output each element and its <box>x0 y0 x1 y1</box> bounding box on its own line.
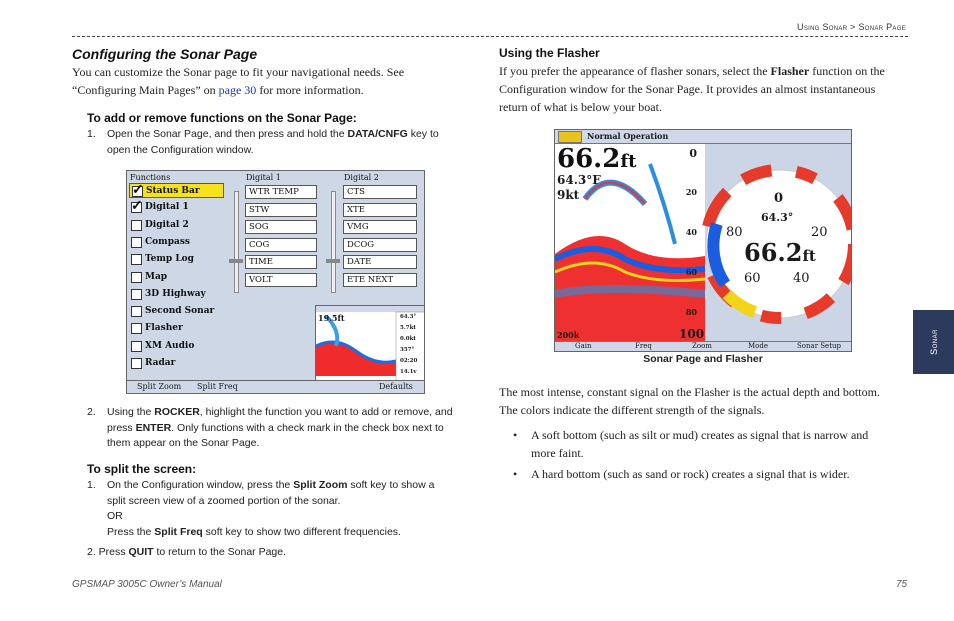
sonar-status-bar <box>555 130 851 144</box>
function-label: Flasher <box>145 323 183 334</box>
functions-header: Functions <box>130 173 171 182</box>
function-label: 3D Highway <box>145 288 206 299</box>
speed-readout: 9kt <box>557 188 580 202</box>
function-label: XM Audio <box>145 340 195 351</box>
function-item[interactable] <box>129 252 224 267</box>
digital-2-field[interactable]: DCOG <box>343 238 417 252</box>
function-label: Digital 1 <box>145 202 189 213</box>
intro-text: “Configuring Main Pages” on <box>72 83 219 97</box>
key-name: QUIT <box>128 546 154 558</box>
split-1-line-4 <box>107 525 487 541</box>
step-text: soft key to show two different frequencies. <box>202 525 401 538</box>
page-number: 75 <box>896 579 908 590</box>
function-label: Map <box>145 271 168 282</box>
function-name: Flasher <box>770 64 810 78</box>
depth-unit: ft <box>620 151 637 172</box>
function-item[interactable] <box>129 200 224 215</box>
slider-thumb <box>229 259 243 263</box>
flasher-temp: 64.3° <box>761 211 794 224</box>
function-label: Compass <box>145 236 190 247</box>
split-step-1 <box>87 478 487 540</box>
digital-1-field[interactable]: WTR TEMP <box>245 185 317 199</box>
function-checkbox[interactable] <box>131 306 142 317</box>
function-item[interactable] <box>129 270 224 285</box>
step-1-line-1 <box>107 127 482 143</box>
split-1-line-1 <box>107 478 487 494</box>
softkey-mode[interactable]: Mode <box>748 342 769 350</box>
function-checkbox[interactable] <box>131 289 142 300</box>
step-text: , highlight the function you want to add or remove, and <box>199 406 453 418</box>
bullet-soft-bottom <box>513 426 908 462</box>
function-checkbox[interactable] <box>131 220 142 231</box>
mini-value: 64.3° <box>400 314 417 320</box>
step-2 <box>87 405 487 452</box>
flasher-text: If you prefer the appearance of flasher sonars, select the <box>499 64 771 78</box>
status-text: Normal Operation <box>587 131 669 141</box>
function-checkbox[interactable] <box>131 272 142 283</box>
flasher-text: function on the <box>809 64 885 78</box>
key-name: DATA/CNFG <box>347 128 408 140</box>
softkey-split-freq[interactable]: Split Freq <box>197 382 238 391</box>
split-1-line-2: split screen view of a zoomed portion of the sonar. <box>107 494 341 507</box>
mini-value: 02:20 <box>400 358 418 364</box>
step-text: . Only functions with a check mark in the check box next to <box>171 421 444 434</box>
status-icons <box>558 131 582 143</box>
digital-1-field[interactable]: COG <box>245 238 317 252</box>
softkey-split-zoom[interactable]: Split Zoom <box>137 382 182 391</box>
bullet-1-line-1: A soft bottom (such as silt or mud) creates as signal that is narrow and <box>531 428 869 442</box>
function-item[interactable] <box>129 304 224 319</box>
function-item[interactable] <box>129 235 224 250</box>
signal-line-1: The most intense, constant signal on the Flasher is the actual depth and bottom. <box>499 385 880 399</box>
function-item[interactable] <box>129 356 224 371</box>
bullet-mark: • <box>513 467 518 481</box>
function-checkbox[interactable] <box>131 237 142 248</box>
function-item[interactable] <box>129 183 224 198</box>
function-checkbox[interactable] <box>131 202 142 213</box>
add-remove-heading: To add or remove functions on the Sonar Page: <box>87 111 357 125</box>
config-softkey-bar <box>127 380 424 393</box>
key-name: Split Freq <box>154 525 203 538</box>
slider-thumb <box>326 259 340 263</box>
section-title: Configuring the Sonar Page <box>72 46 258 62</box>
function-item[interactable] <box>129 339 224 354</box>
step-text: soft key to show a <box>347 479 435 491</box>
signal-line-2: The colors indicate the different strength of the signals. <box>499 403 765 417</box>
intro-paragraph <box>72 63 482 99</box>
side-tab-label: Sonar <box>928 329 939 355</box>
bullet-2-line: A hard bottom (such as sand or rock) creates a signal that is wider. <box>531 467 850 481</box>
function-item[interactable] <box>129 218 224 233</box>
digital-2-field[interactable]: ETE NEXT <box>343 273 417 287</box>
bullet-hard-bottom <box>513 465 908 483</box>
step-text: press <box>107 421 136 434</box>
function-label: Radar <box>145 358 176 368</box>
split-heading: To split the screen: <box>87 462 197 476</box>
breadcrumb: Using Sonar > Sonar Page <box>797 22 906 32</box>
flasher-depth-value: 66.2 <box>744 238 803 267</box>
function-checkbox[interactable] <box>131 358 142 369</box>
function-item[interactable] <box>129 287 224 302</box>
sonar-page-screenshot <box>554 129 852 352</box>
digital-2-field[interactable]: VMG <box>343 220 417 234</box>
depth-tick: 20 <box>685 187 697 197</box>
key-name: ENTER <box>135 421 172 434</box>
flasher-mark-right: 20 <box>811 225 828 240</box>
key-name: ROCKER <box>154 406 200 418</box>
mini-value: 357° <box>400 347 415 353</box>
depth-tick: 80 <box>685 307 697 317</box>
function-label: Temp Log <box>145 254 194 265</box>
intro-text-end: for more information. <box>256 83 364 97</box>
step-2-line-3: them appear on the Sonar Page. <box>107 437 260 449</box>
flasher-heading: Using the Flasher <box>499 46 600 60</box>
mini-value: 14.1v <box>400 369 417 375</box>
function-checkbox[interactable] <box>131 323 142 334</box>
softkey-freq[interactable]: Freq <box>635 342 652 350</box>
step-2-line-2 <box>107 421 487 437</box>
figure-caption: Sonar Page and Flasher <box>643 353 763 365</box>
digital-2-field[interactable]: XTE <box>343 203 417 217</box>
configuration-window-screenshot <box>126 170 425 394</box>
step-text: key to <box>407 128 439 140</box>
step-1 <box>87 127 482 158</box>
depth-tick: 60 <box>685 267 697 277</box>
signal-paragraph <box>499 383 909 419</box>
step-number: 1. <box>87 128 96 140</box>
depth-value: 66.2 <box>557 144 621 174</box>
scale-right: 100 <box>679 327 705 341</box>
step-text: Press the <box>107 525 155 538</box>
depth-tick: 0 <box>689 147 697 160</box>
function-checkbox[interactable] <box>131 254 142 265</box>
flasher-mark-left: 80 <box>726 225 743 240</box>
digital-1-slider <box>234 191 239 293</box>
depth-readout <box>557 144 636 174</box>
bullet-mark: • <box>513 428 518 442</box>
step-text: to return to the Sonar Page. <box>153 546 287 558</box>
digital-1-field[interactable]: STW <box>245 203 317 217</box>
header-rule <box>72 36 908 37</box>
digital-1-field[interactable]: SOG <box>245 220 317 234</box>
digital-2-field[interactable]: DATE <box>343 255 417 269</box>
mini-value: 0.0kt <box>400 336 416 342</box>
mini-value: 19.5ft <box>318 313 345 323</box>
flasher-line-1 <box>499 62 909 80</box>
step-2-line-1 <box>107 405 487 421</box>
intro-line-2 <box>72 81 482 99</box>
mini-sonar-preview <box>315 305 425 383</box>
softkey-gain[interactable]: Gain <box>575 342 592 350</box>
digital-1-field[interactable]: VOLT <box>245 273 317 287</box>
function-checkbox[interactable] <box>132 186 143 197</box>
footer-manual-title: GPSMAP 3005C Owner’s Manual <box>72 579 222 590</box>
split-1-or: OR <box>107 510 123 522</box>
sonar-softkey-bar <box>555 341 851 351</box>
flasher-mark-bottom-left: 60 <box>744 271 761 286</box>
scale-left: 200k <box>557 330 580 340</box>
digital-2-header: Digital 2 <box>344 173 379 182</box>
step-text: 2. Press <box>87 546 129 558</box>
flasher-depth-unit: ft <box>802 247 816 265</box>
temp-readout: 64.3°F <box>557 173 601 187</box>
digital-1-header: Digital 1 <box>246 173 281 182</box>
step-number: 1. <box>87 479 96 491</box>
flasher-mark-top: 0 <box>774 191 784 206</box>
page-link[interactable]: page 30 <box>218 83 257 97</box>
key-name: Split Zoom <box>293 479 348 491</box>
flasher-mark-bottom-right: 40 <box>793 271 810 286</box>
section-side-tab[interactable] <box>913 310 954 374</box>
flasher-depth <box>744 238 816 267</box>
step-text: Open the Sonar Page, and then press and hold the <box>107 128 348 140</box>
function-label: Status Bar <box>146 186 200 196</box>
step-number: 2. <box>87 406 96 418</box>
function-label: Second Sonar <box>145 306 215 317</box>
flasher-line-2: Configuration window for the Sonar Page. It provides an almost instantaneous <box>499 82 876 96</box>
function-item[interactable] <box>129 321 224 336</box>
bullet-1-line-2: more faint. <box>531 446 584 460</box>
depth-tick: 40 <box>685 227 697 237</box>
softkey-zoom[interactable]: Zoom <box>692 342 712 350</box>
function-checkbox[interactable] <box>131 341 142 352</box>
step-text: On the Configuration window, press the <box>107 479 294 491</box>
step-text: Using the <box>107 406 155 418</box>
digital-2-slider <box>331 191 336 293</box>
intro-line-1: You can customize the Sonar page to fit your navigational needs. See <box>72 65 405 79</box>
function-label: Digital 2 <box>145 219 189 230</box>
mini-value: 5.7kt <box>400 325 416 331</box>
softkey-defaults[interactable]: Defaults <box>379 382 413 391</box>
step-1-line-2: open the Configuration window. <box>107 143 254 156</box>
split-step-2 <box>87 545 286 561</box>
digital-2-field[interactable]: CTS <box>343 185 417 199</box>
flasher-line-3: return of what is below your boat. <box>499 100 662 114</box>
flasher-paragraph <box>499 62 909 116</box>
digital-1-field[interactable]: TIME <box>245 255 317 269</box>
softkey-sonar-setup[interactable]: Sonar Setup <box>797 342 842 350</box>
